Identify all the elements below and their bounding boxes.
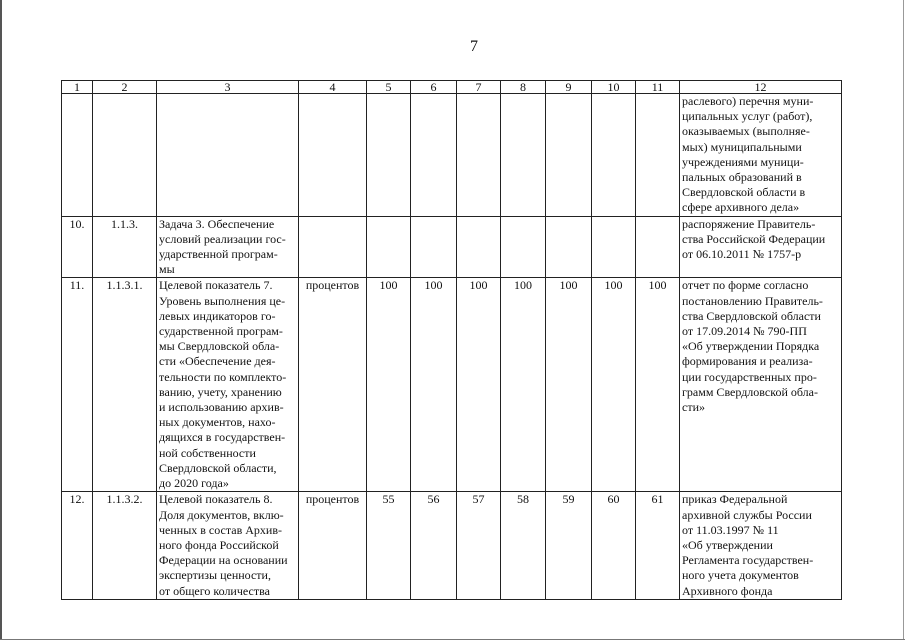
column-number: 2 <box>93 81 157 94</box>
row-unit: процентов <box>299 278 367 492</box>
value-cell: 57 <box>457 492 501 599</box>
value-cell: 100 <box>411 278 457 492</box>
column-number: 3 <box>157 81 299 94</box>
row-name <box>157 94 299 217</box>
row-code: 1.1.3.1. <box>93 278 157 492</box>
indicators-table <box>61 80 842 600</box>
value-cell: 100 <box>636 278 680 492</box>
value-cell <box>592 216 636 278</box>
row-source: распоряжение Правитель- ства Российской Федерации от 06.10.2011 № 1757-р <box>680 216 842 278</box>
column-number: 6 <box>411 81 457 94</box>
scan-left-edge <box>0 0 2 640</box>
value-cell <box>411 216 457 278</box>
value-cell: 58 <box>501 492 546 599</box>
table-row <box>62 492 842 599</box>
row-number: 12. <box>62 492 93 599</box>
value-cell: 56 <box>411 492 457 599</box>
value-cell <box>367 216 411 278</box>
value-cell <box>501 94 546 217</box>
column-number: 11 <box>636 81 680 94</box>
value-cell: 59 <box>546 492 592 599</box>
value-cell <box>546 216 592 278</box>
row-number: 11. <box>62 278 93 492</box>
table-row <box>62 216 842 278</box>
column-number: 5 <box>367 81 411 94</box>
row-source: приказ Федеральной архивной службы России от 11.03.1997 № 11 «Об утверждении Регламента государствен- ного учета документов Архивного фонда <box>680 492 842 599</box>
value-cell: 100 <box>546 278 592 492</box>
column-number: 8 <box>501 81 546 94</box>
column-number: 10 <box>592 81 636 94</box>
value-cell: 100 <box>457 278 501 492</box>
value-cell: 61 <box>636 492 680 599</box>
column-numbers-row <box>62 81 842 94</box>
value-cell <box>636 216 680 278</box>
value-cell <box>636 94 680 217</box>
value-cell: 100 <box>367 278 411 492</box>
table-row <box>62 94 842 217</box>
row-code: 1.1.3.2. <box>93 492 157 599</box>
value-cell: 55 <box>367 492 411 599</box>
scan-right-edge <box>903 0 904 640</box>
row-unit <box>299 94 367 217</box>
value-cell: 100 <box>501 278 546 492</box>
table-row <box>62 278 842 492</box>
row-source: отчет по форме согласно постановлению Правитель- ства Свердловской области от 17.09.2014 № 790-ПП «Об утверждении Порядка формирования и реализа- ции государственных про- грамм Свердловской обла- сти» <box>680 278 842 492</box>
row-source: раслевого) перечня муни- ципальных услуг (работ), оказываемых (выполняе- мых) муниципальными учреждениями муници- пальных образований в Свердловской области в сфере архивного дела» <box>680 94 842 217</box>
column-number: 7 <box>457 81 501 94</box>
value-cell <box>411 94 457 217</box>
row-name: Задача 3. Обеспечение условий реализации гос- ударственной програм- мы <box>157 216 299 278</box>
value-cell <box>501 216 546 278</box>
row-code <box>93 94 157 217</box>
value-cell: 100 <box>592 278 636 492</box>
row-number: 10. <box>62 216 93 278</box>
value-cell: 60 <box>592 492 636 599</box>
value-cell <box>592 94 636 217</box>
column-number: 1 <box>62 81 93 94</box>
row-unit <box>299 216 367 278</box>
page-number: 7 <box>470 38 478 55</box>
column-number: 4 <box>299 81 367 94</box>
column-number: 12 <box>680 81 842 94</box>
row-name: Целевой показатель 8. Доля документов, вклю- ченных в состав Архив- ного фонда Российской Федерации на основании экспертизы ценности, от общего количества <box>157 492 299 599</box>
row-unit: процентов <box>299 492 367 599</box>
value-cell <box>367 94 411 217</box>
row-number <box>62 94 93 217</box>
row-code: 1.1.3. <box>93 216 157 278</box>
value-cell <box>457 216 501 278</box>
row-name: Целевой показатель 7. Уровень выполнения це- левых индикаторов го- сударственной програм- мы Свердловской обла- сти «Обеспечение дея- тельности по комплекто- ванию, учету, хранению и использованию архив- ных документов, нахо- дящихся в государствен- ной собственности Свердловской области, до 2020 года» <box>157 278 299 492</box>
column-number: 9 <box>546 81 592 94</box>
value-cell <box>457 94 501 217</box>
value-cell <box>546 94 592 217</box>
